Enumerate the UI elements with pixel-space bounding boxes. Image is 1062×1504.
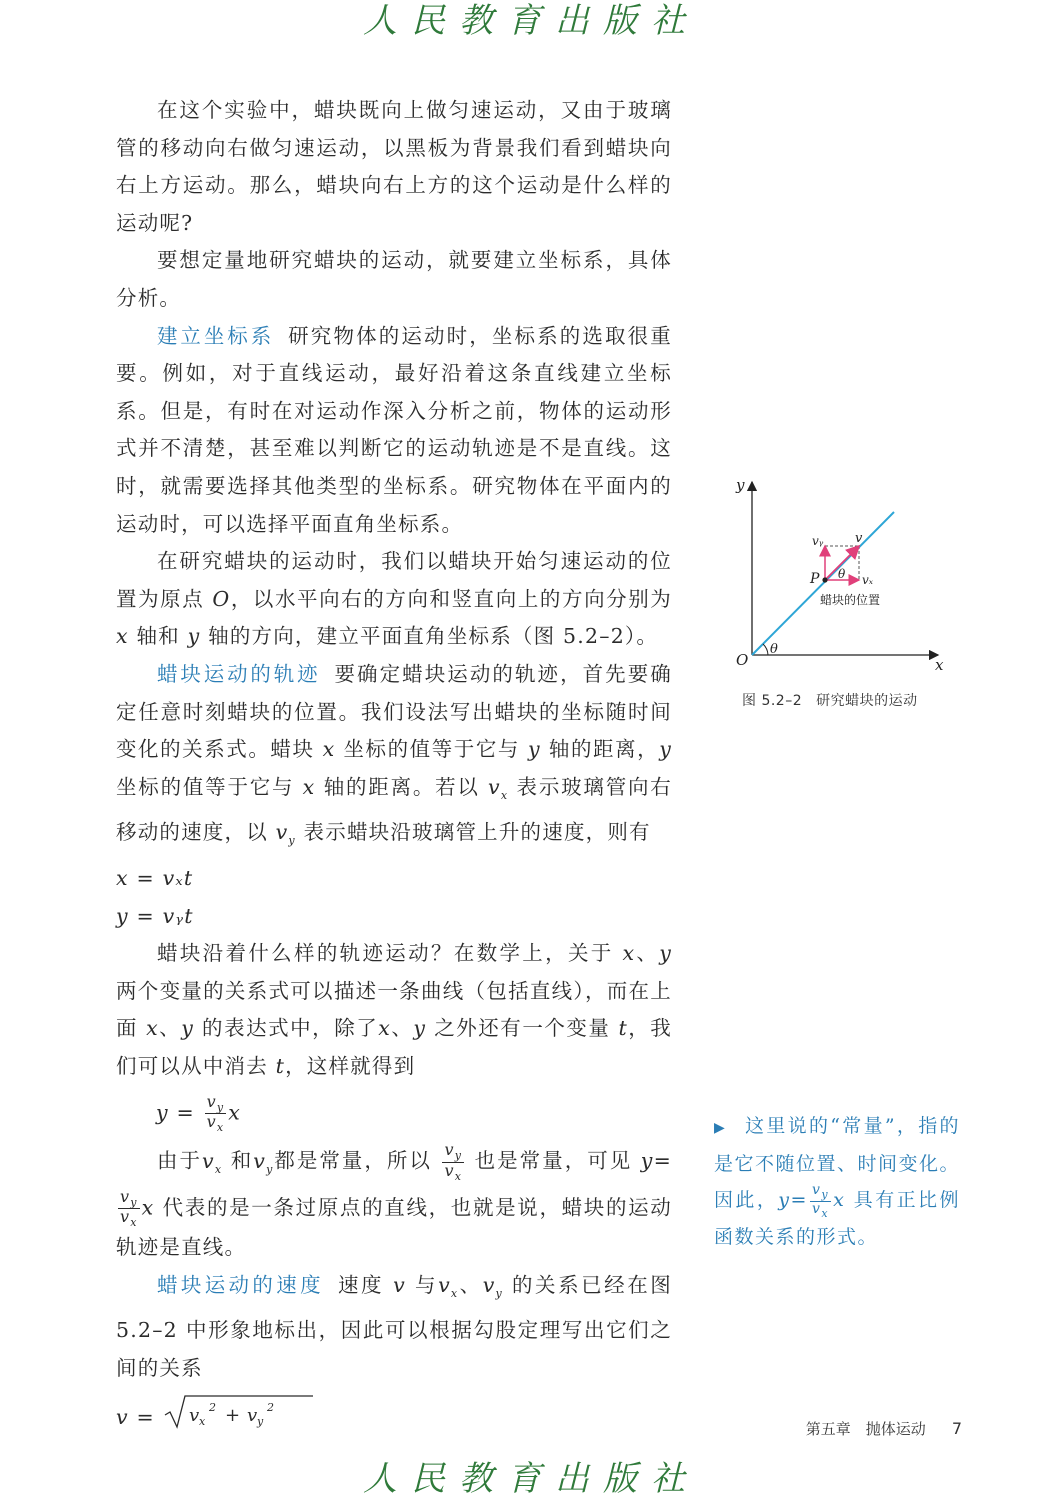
p6-f: ，我们可以从中消去 — [116, 1016, 672, 1079]
p4-c: 轴和 — [128, 624, 188, 649]
svg-text:x: x — [198, 1415, 207, 1429]
p7-e: 代表的是一条过原点的直线，也就是说，蜡块的运动轨迹是直线。 — [116, 1195, 672, 1259]
label-p: P — [810, 571, 820, 587]
side-note-a: 这里说的“常量”，指的是它不随位置、时间变化。因此， — [714, 1115, 961, 1211]
p4-a: 在研究蜡块的运动时，我们以蜡块开始匀速运动的位置为原点 — [116, 549, 672, 611]
svg-text:2: 2 — [208, 1401, 217, 1415]
paragraph-6: 蜡块沿着什么样的轨迹运动？在数学上，关于 x、y 两个变量的关系式可以描述一条曲线（包括直线），而在上面 x、y 的表达式中，除了x、y 之外还有一个变量 t，我们可以从中消去 t，这样就得到 — [116, 941, 672, 1079]
side-note: ▶ 这里说的“常量”，指的是它不随位置、时间变化。因此，y= $\frac{v_y}{v_x}$ x 具有正比例函数关系的形式。 — [714, 1115, 961, 1248]
p6-b: 、 — [635, 941, 660, 966]
figure-caption-number: 图 5.2–2 — [742, 693, 803, 709]
label-x: x — [935, 656, 944, 674]
p7-b: 和 — [222, 1148, 254, 1173]
label-theta-origin: θ — [770, 642, 778, 657]
svg-text:y: y — [256, 1415, 265, 1429]
svg-text:v: v — [246, 1405, 258, 1427]
paragraph-5: 蜡块运动的轨迹 要确定蜡块运动的轨迹，首先要确定任意时刻蜡块的位置。我们设法写出蜡块的坐标随时间变化的关系式。蜡块 x 坐标的值等于它与 y 轴的距离，y 坐标的值等于它与 x 轴的距离。若以 $v_x$ 表示玻璃管向右移动的速度，以 $v_y$ 表示蜡块沿玻璃管上升的速度，则有 — [116, 661, 672, 848]
keyword-coordinate: 建立坐标系 — [157, 323, 275, 348]
p8-d: 的关系已经在图 5.2–2 中形象地标出，因此可以根据勾股定理写出它们之间的关系 — [116, 1272, 672, 1380]
p5-g: 表示蜡块沿玻璃管上升的速度，则有 — [295, 820, 651, 845]
equation-ratio: y = $\frac{v_y}{v_x}$ x — [156, 1091, 242, 1135]
p7-d: 也是常量，可见 — [466, 1148, 641, 1173]
p5-a: 要确定蜡块运动的轨迹，首先要确定任意时刻蜡块的位置。我们设法写出蜡块的坐标随时间变化的关系式。蜡块 — [116, 661, 672, 762]
keyword-trajectory: 蜡块运动的轨迹 — [157, 661, 321, 686]
paragraph-2: 要想定量地研究蜡块的运动，就要建立坐标系，具体分析。 — [116, 248, 672, 310]
p8-c: 、 — [458, 1272, 483, 1297]
p4-b: ，以水平向右的方向和竖直向上的方向分别为 — [230, 586, 672, 611]
p5-b: 坐标的值等于它与 — [335, 737, 529, 762]
svg-text:v: v — [188, 1405, 200, 1427]
equation-speed: v = v x 2 + v y 2 — [116, 1393, 672, 1444]
paragraph-1: 在这个实验中，蜡块既向上做匀速运动，又由于玻璃管的移动向右做匀速运动，以黑板为背景我们看到蜡块向右上方运动。那么，蜡块向右上方的这个运动是什么样的运动呢? — [116, 98, 672, 235]
p6-a: 蜡块沿着什么样的轨迹运动？在数学上，关于 — [157, 941, 623, 966]
label-y: y — [736, 476, 745, 494]
page-number: 7 — [951, 1419, 962, 1438]
figure-caption-label: 研究蜡块的运动 — [816, 693, 918, 709]
publisher-logo-top: 人民教育出版社 — [363, 1, 699, 41]
paragraph-8: 蜡块运动的速度 速度 v 与$v_x$、$v_y$ 的关系已经在图 5.2–2 中形象地标出，因此可以根据勾股定理写出它们之间的关系 — [116, 1272, 672, 1380]
p8-b: 与 — [405, 1272, 439, 1297]
publisher-logo-bottom: 人民教育出版社 — [363, 1459, 699, 1499]
label-v: v — [855, 531, 863, 546]
p5-f: 表示玻璃管向右移动的速度，以 — [116, 774, 672, 845]
equation-y: y = vᵧt — [116, 903, 194, 928]
label-position: 蜡块的位置 — [820, 593, 881, 607]
p7-c: 都是常量，所以 — [273, 1148, 441, 1173]
p4-y: y — [187, 624, 201, 649]
triangle-bullet-icon: ▶ — [714, 1120, 728, 1136]
page-footer — [806, 1418, 962, 1439]
side-note-b: 具有正比例函数关系的形式。 — [714, 1189, 960, 1248]
p4-x: x — [116, 624, 129, 649]
main-text — [116, 92, 672, 1444]
label-theta-p: θ — [838, 567, 846, 581]
paragraph-3-text: 研究物体的运动时，坐标系的选取很重要。例如，对于直线运动，最好沿着这条直线建立坐标系。但是，有时在对运动作深入分析之前，物体的运动形式并不清楚，甚至难以判断它的运动轨迹是不是直线。这时，就需要选择其他类型的坐标系。研究物体在平面内的运动时，可以选择平面直角坐标系。 — [116, 323, 672, 536]
figure-caption — [742, 690, 918, 710]
p4-origin: O — [212, 586, 231, 611]
p7-a: 由于 — [157, 1148, 203, 1173]
svg-text:2: 2 — [266, 1401, 275, 1415]
p5-d: 坐标的值等于它与 — [116, 774, 303, 799]
equation-x: x = vₓt — [116, 866, 194, 891]
p8-a: 速度 — [337, 1272, 394, 1297]
p6-c: 两个变量的关系式可以描述一条曲线（包括直线），而在上面 — [116, 978, 672, 1041]
theta-arc — [763, 644, 768, 655]
p6-e: 之外还有一个变量 — [426, 1016, 619, 1041]
paragraph-4 — [116, 543, 672, 656]
paragraph-7: 由于$v_x$ 和$v_y$都是常量，所以 $\frac{v_y}{v_x}$ 也是常量，可见 y= $\frac{v_y}{v_x}$ x 代表的是一条过原点的直线，也就是说，蜡块的运动轨迹是直线。 — [116, 1140, 672, 1259]
sqrt-symbol — [163, 1393, 313, 1444]
paragraph-3 — [116, 318, 672, 544]
label-vy: vᵧ — [812, 534, 824, 548]
point-p — [822, 577, 827, 582]
p4-d: 轴的方向，建立平面直角坐标系（图 5.2–2）。 — [200, 624, 659, 649]
p5-c: 轴的距离， — [540, 737, 660, 762]
p6-g: ，这样就得到 — [285, 1054, 416, 1079]
figure-coordinate-diagram — [728, 472, 968, 712]
svg-text:+: + — [224, 1405, 241, 1427]
keyword-velocity: 蜡块运动的速度 — [157, 1272, 324, 1297]
chapter-title: 第五章 抛体运动 — [805, 1420, 926, 1438]
label-vx: vₓ — [862, 573, 874, 587]
p5-e: 轴的距离。若以 — [315, 774, 489, 799]
p6-d: 的表达式中，除了 — [194, 1016, 379, 1041]
label-origin: O — [736, 651, 749, 669]
